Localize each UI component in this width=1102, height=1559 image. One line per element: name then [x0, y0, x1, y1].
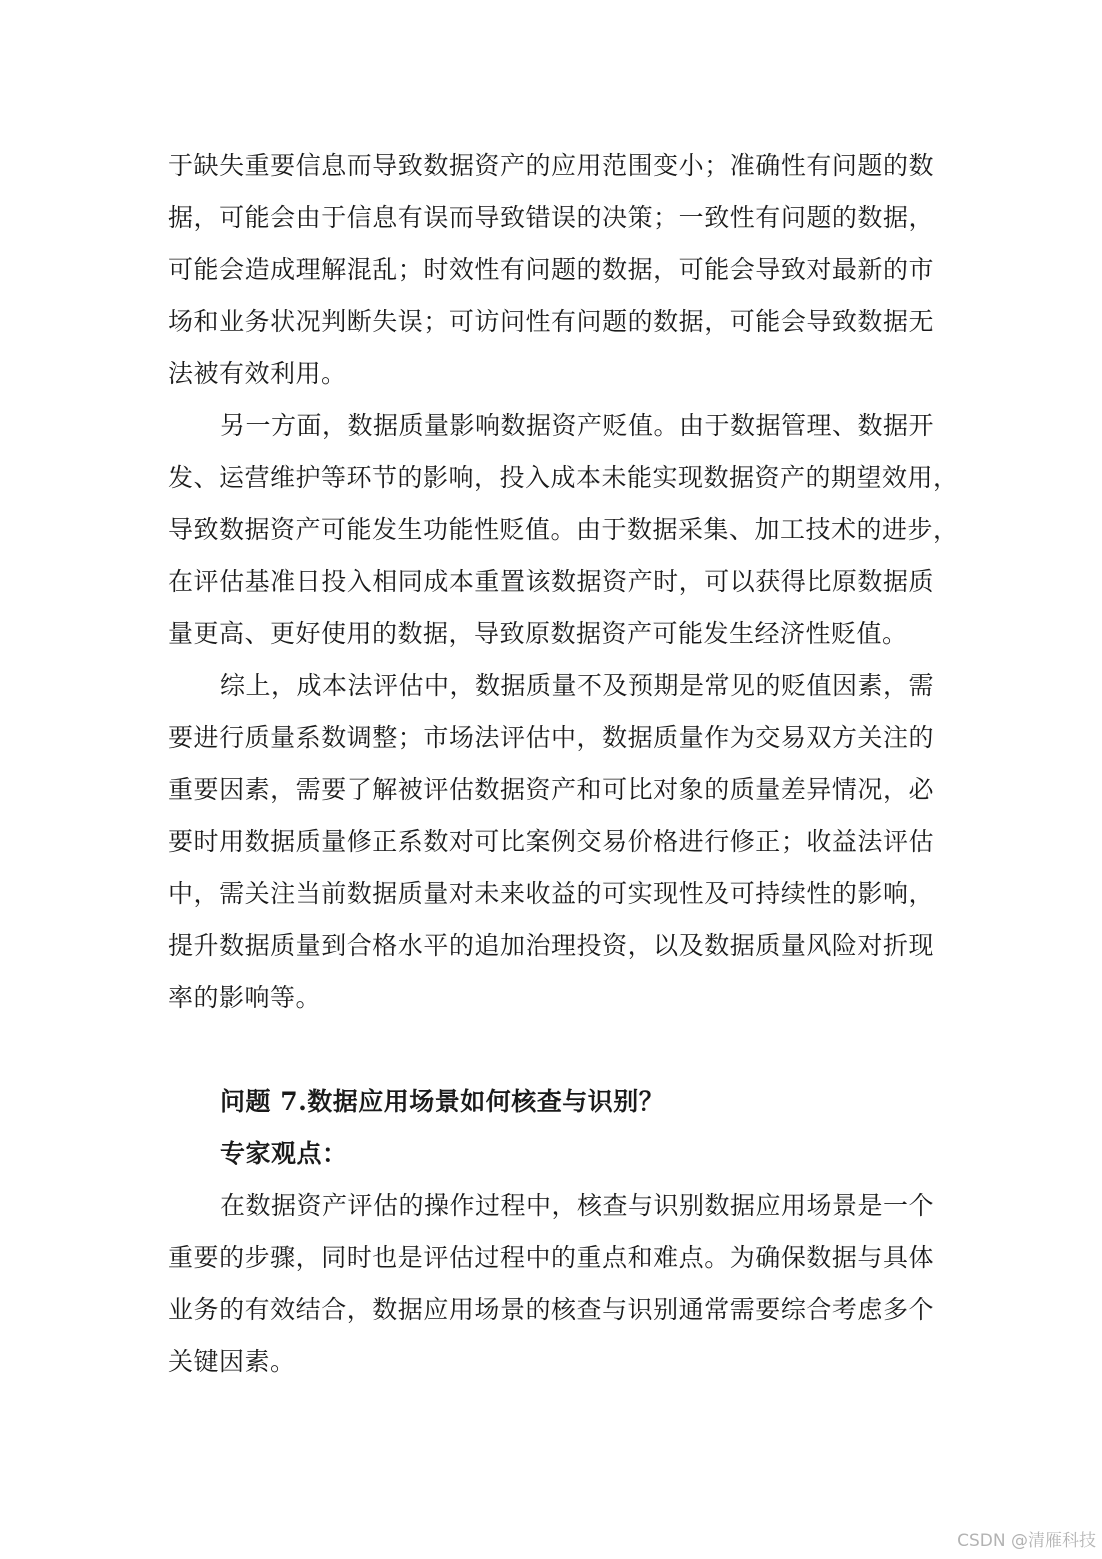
paragraph-summary	[168, 660, 934, 1024]
text-line: 于缺失重要信息而导致数据资产的应用范围变小；准确性有问题的数	[168, 151, 934, 180]
text-line: 业务的有效结合，数据应用场景的核查与识别通常需要综合考虑多个	[168, 1295, 934, 1324]
document-page	[168, 140, 959, 1388]
text-line: 要时用数据质量修正系数对可比案例交易价格进行修正；收益法评估	[168, 827, 934, 856]
question-heading: 问题 7.数据应用场景如何核查与识别？	[220, 1087, 665, 1116]
csdn-watermark: CSDN @清雁科技	[957, 1531, 1096, 1551]
text-line: 重要因素，需要了解被评估数据资产和可比对象的质量差异情况，必	[168, 775, 934, 804]
text-line: 提升数据质量到合格水平的追加治理投资，以及数据质量风险对折现	[168, 931, 934, 960]
text-line: 可能会造成理解混乱；时效性有问题的数据，可能会导致对最新的市	[168, 255, 934, 284]
text-line: 量更高、更好使用的数据，导致原数据资产可能发生经济性贬值。	[168, 619, 908, 648]
text-line: 在数据资产评估的操作过程中，核查与识别数据应用场景是一个	[220, 1191, 935, 1220]
text-line: 综上，成本法评估中，数据质量不及预期是常见的贬值因素，需	[220, 671, 935, 700]
text-line: 导致数据资产可能发生功能性贬值。由于数据采集、加工技术的进步，	[168, 515, 959, 544]
text-line: 率的影响等。	[168, 983, 322, 1012]
text-line: 重要的步骤，同时也是评估过程中的重点和难点。为确保数据与具体	[168, 1243, 934, 1272]
paragraph-depreciation	[168, 400, 959, 660]
text-line: 关键因素。	[168, 1347, 296, 1376]
text-line: 另一方面，数据质量影响数据资产贬值。由于数据管理、数据开	[220, 411, 935, 440]
text-line: 法被有效利用。	[168, 359, 347, 388]
text-line: 要进行质量系数调整；市场法评估中，数据质量作为交易双方关注的	[168, 723, 934, 752]
text-line: 中，需关注当前数据质量对未来收益的可实现性及可持续性的影响，	[168, 879, 934, 908]
text-line: 在评估基准日投入相同成本重置该数据资产时，可以获得比原数据质	[168, 567, 934, 596]
section-spacer	[168, 1024, 934, 1076]
paragraph-data-quality-issues	[168, 140, 934, 400]
expert-opinion-heading: 专家观点：	[220, 1139, 348, 1168]
paragraph-scenario-verification	[168, 1180, 934, 1388]
text-line: 场和业务状况判断失误；可访问性有问题的数据，可能会导致数据无	[168, 307, 934, 336]
text-line: 据，可能会由于信息有误而导致错误的决策；一致性有问题的数据，	[168, 203, 934, 232]
text-line: 发、运营维护等环节的影响，投入成本未能实现数据资产的期望效用，	[168, 463, 959, 492]
